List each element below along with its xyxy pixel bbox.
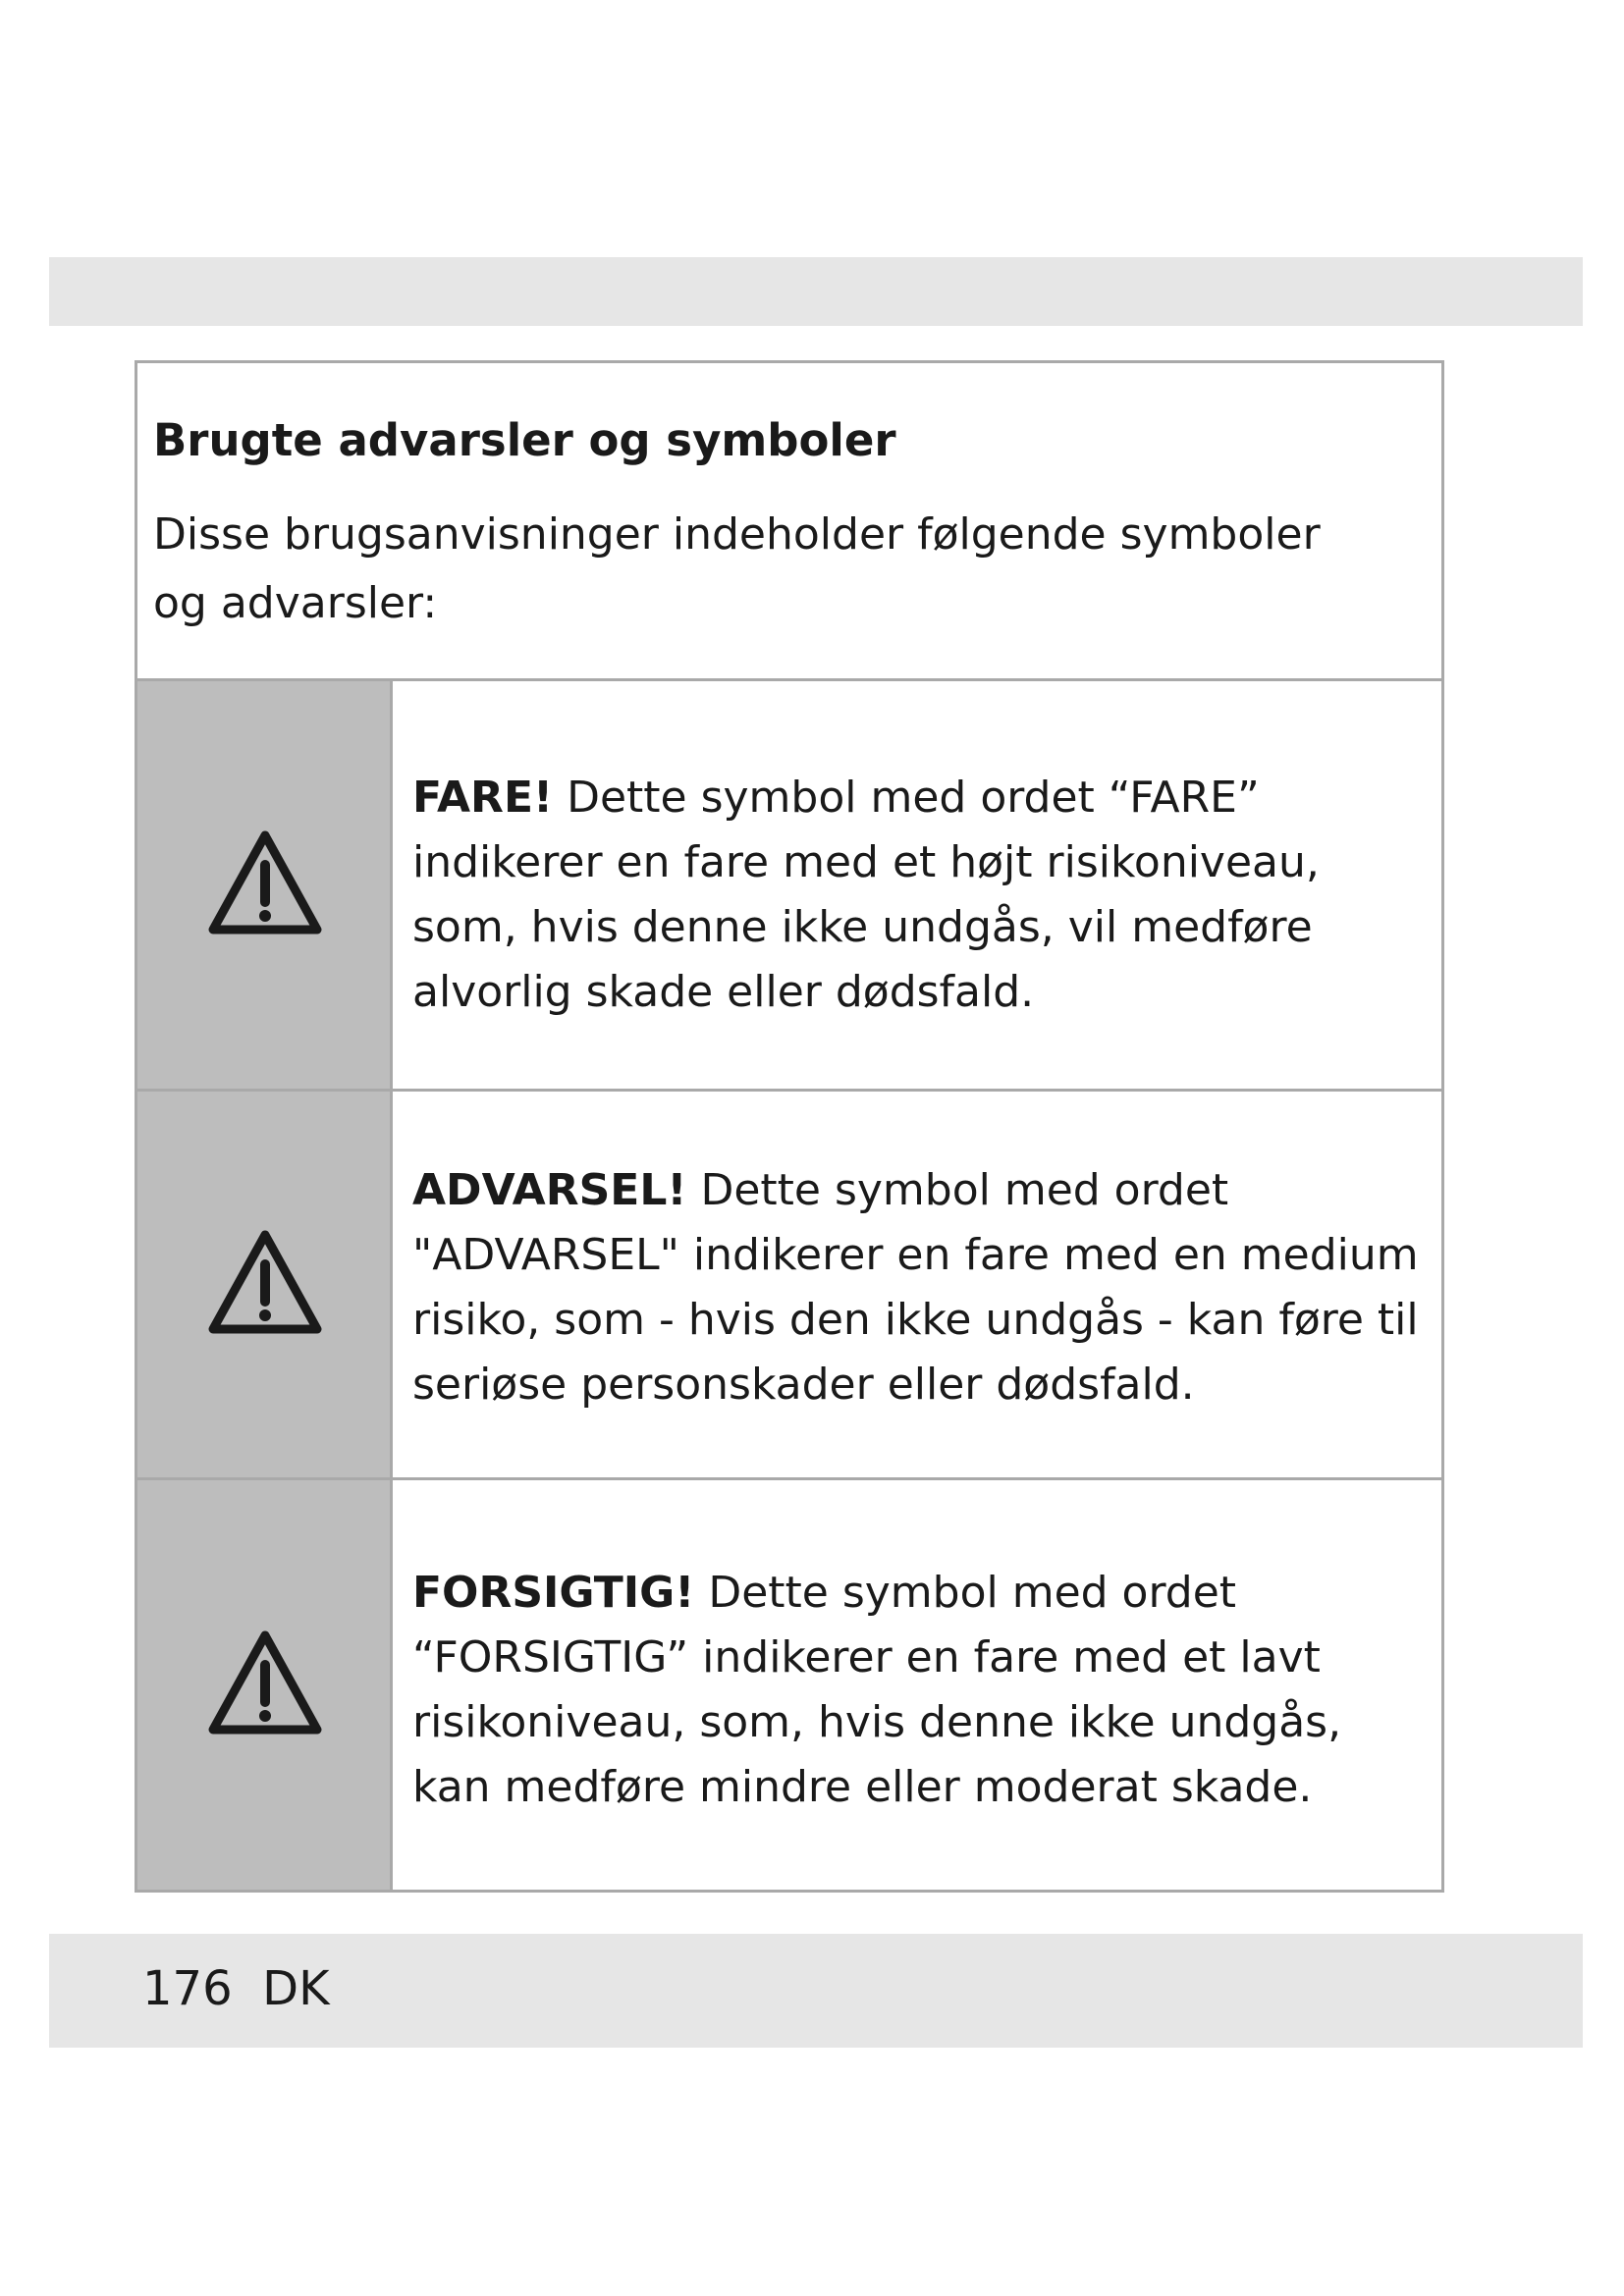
footer-band (49, 1934, 1583, 2048)
page-number: 176 (142, 1961, 233, 2016)
warnings-box (135, 360, 1444, 1893)
signal-word: ADVARSEL! (412, 1165, 687, 1215)
warning-icon-cell (137, 1480, 393, 1890)
warning-icon-cell (137, 1092, 393, 1477)
page-footer (142, 1961, 330, 2018)
warning-triangle-icon (205, 828, 325, 937)
language-code: DK (262, 1961, 330, 2016)
warning-text: Dette symbol med ordet “FARE” indikerer en fare med et højt risikoniveau, som, hvis denne ikke undgås, vil medføre alvorlig skade eller dødsfald. (412, 773, 1320, 1017)
warnings-box-header (137, 363, 1441, 681)
warning-text: Dette symbol med ordet "ADVARSEL" indikerer en fare med en medium risiko, som - hvis den ikke undgås - kan føre til seriøse personskader eller dødsfald. (412, 1165, 1419, 1410)
warning-row-danger (137, 681, 1441, 1092)
signal-word: FARE! (412, 773, 554, 823)
warning-triangle-icon (205, 1227, 325, 1337)
section-intro: Disse brugsanvisninger indeholder følgende symboler og advarsler: (153, 509, 1321, 628)
warning-description (412, 766, 1424, 1025)
warning-description (412, 1158, 1424, 1417)
warning-description (412, 1561, 1424, 1820)
warning-row-warning (137, 1092, 1441, 1480)
warning-triangle-icon (205, 1628, 325, 1737)
signal-word: FORSIGTIG! (412, 1568, 695, 1618)
warning-text: Dette symbol med ordet “FORSIGTIG” indikerer en fare med et lavt risikoniveau, som, hvis denne ikke undgås, kan medføre mindre eller moderat skade. (412, 1568, 1342, 1812)
header-band (49, 257, 1583, 326)
warning-row-caution (137, 1480, 1441, 1890)
section-title: Brugte advarsler og symboler (153, 414, 896, 466)
warning-icon-cell (137, 681, 393, 1089)
